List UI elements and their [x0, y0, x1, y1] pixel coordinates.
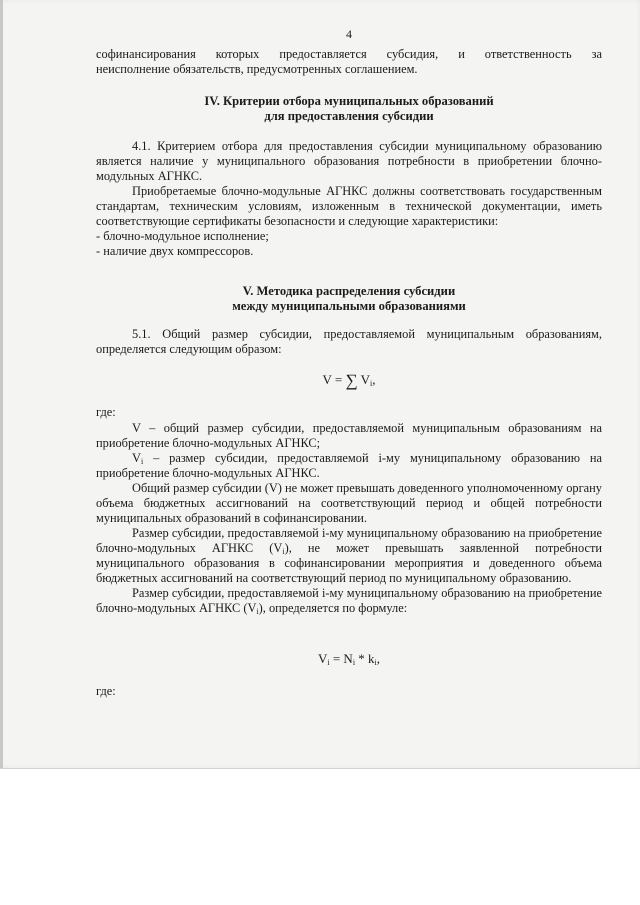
def-var: V [132, 451, 141, 465]
section-4-heading [96, 94, 602, 124]
paragraph-5-1-text: 5.1. Общий размер субсидии, предоставляемой муниципальным образованиям, определяется следующим образом: [96, 327, 602, 356]
formula-tail: , [372, 372, 376, 387]
requirements-list [96, 229, 602, 259]
page-number: 4 [346, 27, 352, 41]
formula-subscript: i [370, 379, 373, 388]
section-5-definitions [96, 421, 602, 616]
definition-v: V – общий размер субсидии, предоставляемой муниципальным образованиям на приобретение блочно-модульных АГНКС; [96, 421, 602, 450]
sum-symbol: ∑ [345, 371, 358, 390]
para-subscript: i [282, 547, 285, 556]
formula-subscript: i [352, 658, 356, 667]
formula-eq: = N [329, 651, 353, 666]
formula-subscript: i [327, 658, 330, 667]
definition-vi [96, 451, 602, 481]
where-text: где: [96, 405, 116, 419]
paragraph-vi-limit [96, 526, 602, 586]
intro-line: софинансирования которых предоставляется субсидия, и ответственность за [96, 47, 602, 61]
formula-var: V [317, 651, 328, 666]
paragraph-5-1 [96, 327, 602, 357]
formula-vi [96, 651, 602, 667]
def-text: – размер субсидии, предоставляемой i-му муниципальному образованию на приобретение блочно-модульных АГНКС. [96, 451, 602, 480]
para-text: Размер субсидии, предоставляемой i-му муниципальному образованию на приобретение блочно-модульных АГНКС (V [96, 526, 602, 555]
formula-lhs: V = [322, 372, 346, 387]
list-item: - наличие двух компрессоров. [96, 244, 254, 258]
section-4-title-line: IV. Критерии отбора муниципальных образований [204, 94, 494, 108]
scan-edge [0, 0, 3, 768]
def-subscript: i [140, 457, 144, 466]
formula-mul: * k [355, 651, 375, 666]
intro-line: неисполнение обязательств, предусмотренных соглашением. [96, 62, 418, 76]
where-label-1 [96, 405, 602, 420]
para-text: Размер субсидии, предоставляемой i-му муниципальному образованию на приобретение блочно-модульных АГНКС (V [96, 586, 602, 615]
section-4-title-line: для предоставления субсидии [264, 109, 434, 123]
formula-var: V [360, 372, 371, 387]
formula-subscript: i [374, 658, 377, 667]
where-text: где: [96, 684, 116, 698]
para-text: ), не может превышать заявленной потребности муниципального образования в софинансировании мероприятия и доведенного объема бюджетных ассигнований на соответствующий период по муниципальному образованию. [96, 541, 602, 585]
intro-text [96, 47, 602, 77]
section-5-title-line: между муниципальными образованиями [232, 299, 466, 313]
list-item: - блочно-модульное исполнение; [96, 229, 269, 243]
formula-tail: , [376, 651, 381, 666]
para-text: ), определяется по формуле: [258, 601, 408, 615]
section-5-heading [96, 284, 602, 314]
section-4-body [96, 139, 602, 259]
section-5-title-line: V. Методика распределения субсидии [242, 284, 456, 298]
formula-total [96, 372, 602, 389]
where-label-2 [96, 684, 602, 699]
paragraph-total-limit: Общий размер субсидии (V) не может превышать доведенного уполномоченному органу объема бюджетных ассигнований на соответствующий период и общей потребности муниципальных образований в софинансировании. [96, 481, 602, 525]
paragraph-vi-formula-intro [96, 586, 602, 616]
para-subscript: i [256, 607, 259, 616]
paragraph-4-requirements: Приобретаемые блочно-модульные АГНКС должны соответствовать государственным стандартам, техническим условиям, изложенным в технической документации, иметь соответствующие сертификаты безопасности и следующие характеристики: [96, 184, 602, 228]
paragraph-4-1: 4.1. Критерием отбора для предоставления субсидии муниципальному образованию является наличие у муниципального образования потребности в приобретении блочно-модульных АГНКС. [96, 139, 602, 183]
